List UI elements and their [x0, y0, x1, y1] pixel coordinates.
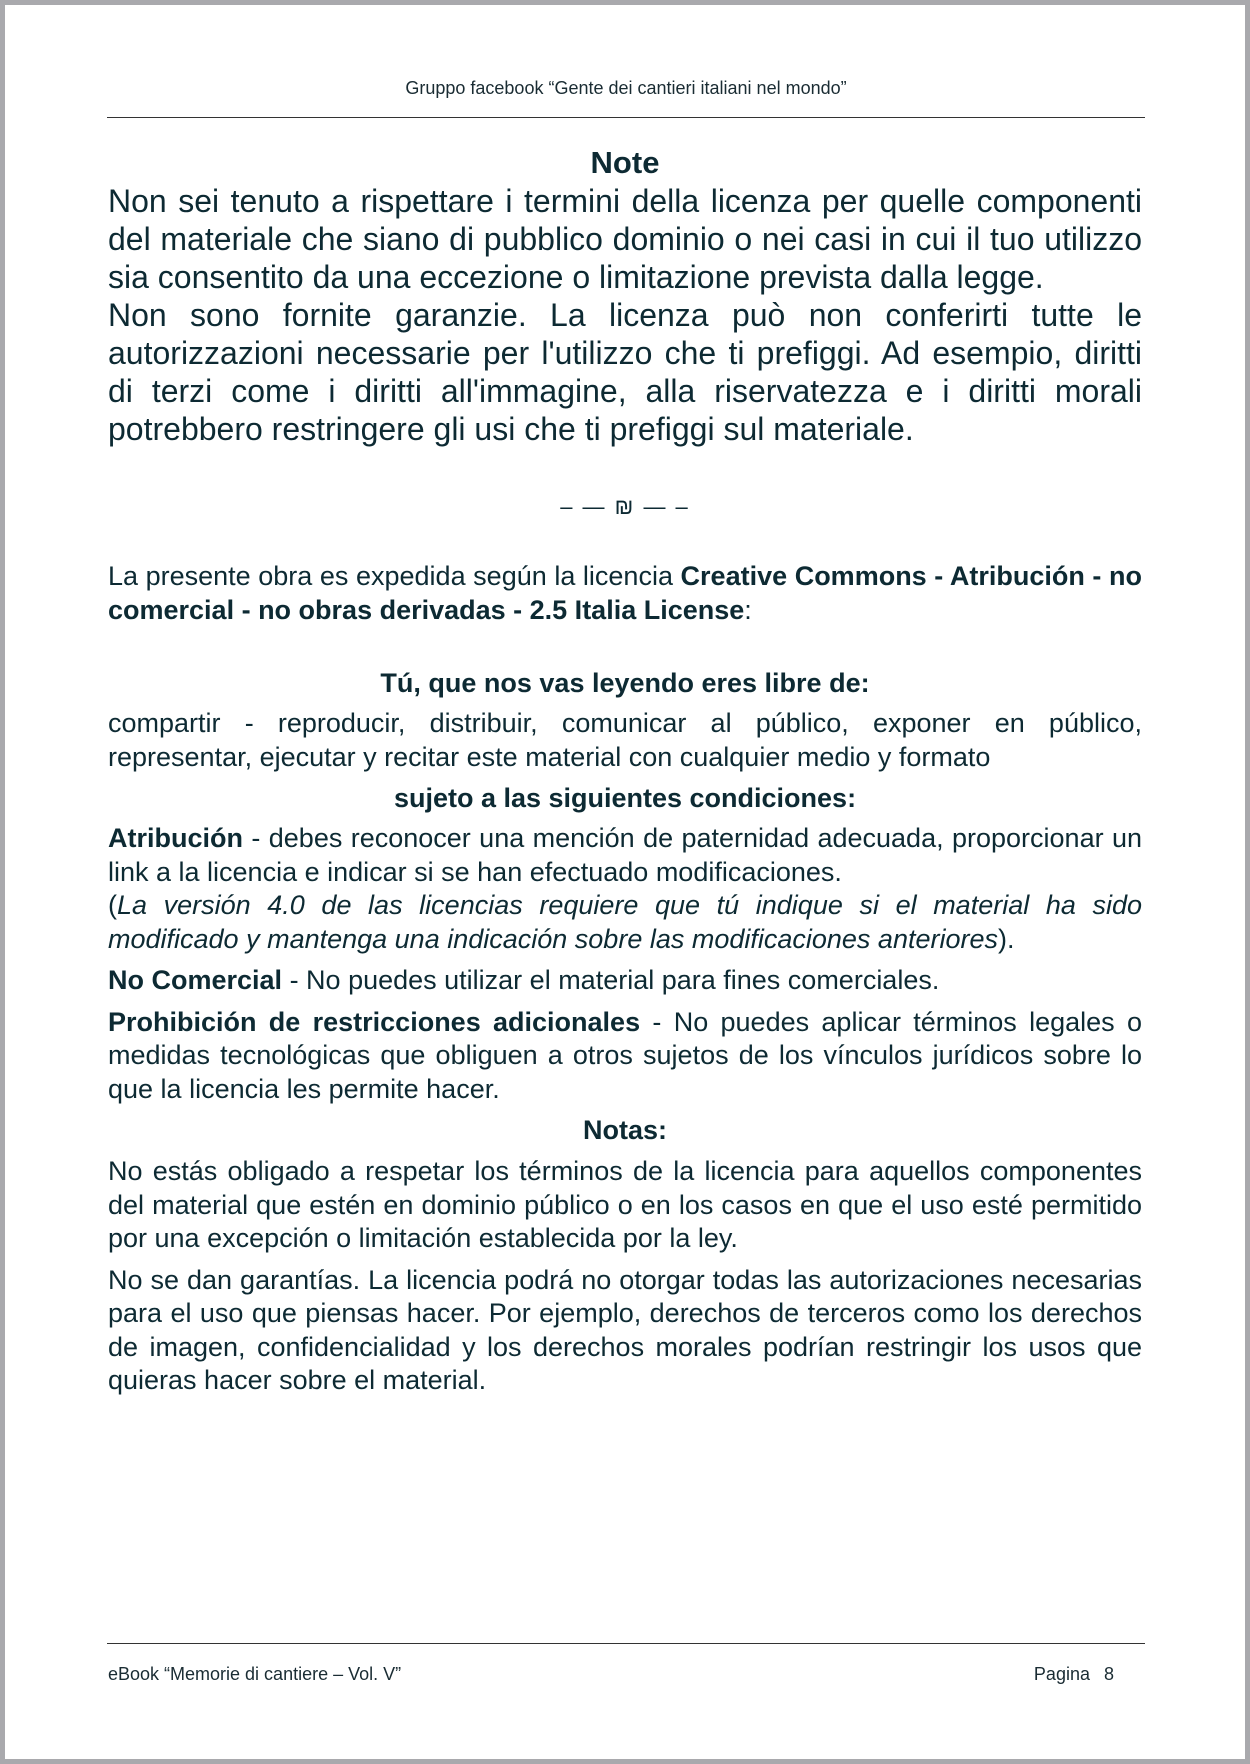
attribution-paren-close: ). [998, 923, 1015, 954]
footer-book-title: eBook “Memorie di cantiere – Vol. V” [108, 1664, 402, 1684]
restrictions-paragraph [108, 1006, 1142, 1107]
restrictions-label: Prohibición de restricciones adicionales [108, 1006, 641, 1037]
attribution-text: - debes reconocer una mención de paternidad adecuada, proporcionar un link a la licencia e indicar si se han efectuado modificaciones. [108, 823, 1142, 887]
license-intro-text: La presente obra es expedida según la licencia [108, 561, 681, 591]
notes-paragraph-1: No estás obligado a respetar los términos de la licencia para aquellos componentes del material que estén en dominio público o en los casos en que el uso esté permitido por una excepción o limitación establecida por la ley. [108, 1156, 1142, 1253]
section-separator: – — ₪ — – [560, 494, 690, 519]
footer-rule [107, 1643, 1145, 1644]
italian-note-paragraph-1: Non sei tenuto a rispettare i termini della licenza per quelle componenti del materiale che siano di pubblico dominio o nei casi in cui il tuo utilizzo sia consentito da una eccezione o limitazione prevista dalla legge. [108, 183, 1142, 295]
attribution-italic-note: La versión 4.0 de las licencias requiere que tú indique si el material ha sido modificado y mantenga una indicación sobre las modificaciones anteriores [108, 890, 1142, 954]
page-content [108, 140, 1142, 1398]
noncommercial-text: - No puedes utilizar el material para fines comerciales. [282, 965, 940, 995]
italian-note-paragraph-2: Non sono fornite garanzie. La licenza può non conferirti tutte le autorizzazioni necessarie per l'utilizzo che ti prefiggi. Ad esempio, diritti di terzi come i diritti all'immagine, alla riservatezza e i diritti morali potrebbero restringere gli usi che ti prefiggi sul materiale. [108, 297, 1142, 447]
license-intro [108, 560, 1142, 627]
attribution-paragraph [108, 822, 1142, 956]
free-to-heading: Tú, que nos vas leyendo eres libre de: [380, 668, 870, 698]
attribution-label: Atribución [108, 823, 243, 853]
header-rule [107, 117, 1145, 118]
license-intro-colon: : [744, 594, 752, 625]
license-name: Creative Commons - Atribución - no comercial - no obras derivadas - 2.5 Italia License [108, 561, 1142, 625]
notes-paragraph-2: No se dan garantías. La licencia podrá no otorgar todas las autorizaciones necesarias para el uso que piensas hacer. Por ejemplo, derechos de terceros como los derechos de imagen, confidencialidad y los derechos morales podrían restringir los usos que quieras hacer sobre el material. [108, 1264, 1142, 1395]
attribution-paren-open: ( [108, 890, 117, 920]
notes-heading: Notas: [582, 1115, 667, 1145]
footer-page-label: Pagina [1033, 1664, 1090, 1684]
footer-page-value: 8 [1103, 1664, 1114, 1684]
share-paragraph: compartir - reproducir, distribuir, comunicar al público, exponer en público, representar, ejecutar y recitar este material con cualquier medio y formato [108, 708, 1142, 772]
noncommercial-label: No Comercial [108, 965, 283, 995]
restrictions-text: - No puedes aplicar términos legales o medidas tecnológicas que obliguen a otros sujetos de los vínculos jurídicos sobre lo que la licencia les permite hacer. [108, 1006, 1142, 1104]
note-title: Note [590, 145, 660, 180]
noncommercial-paragraph [108, 964, 1142, 998]
page-header: Gruppo facebook “Gente dei cantieri italiani nel mondo” [405, 78, 847, 98]
conditions-heading: sujeto a las siguientes condiciones: [393, 783, 857, 813]
footer-page-number [1000, 1664, 1114, 1685]
